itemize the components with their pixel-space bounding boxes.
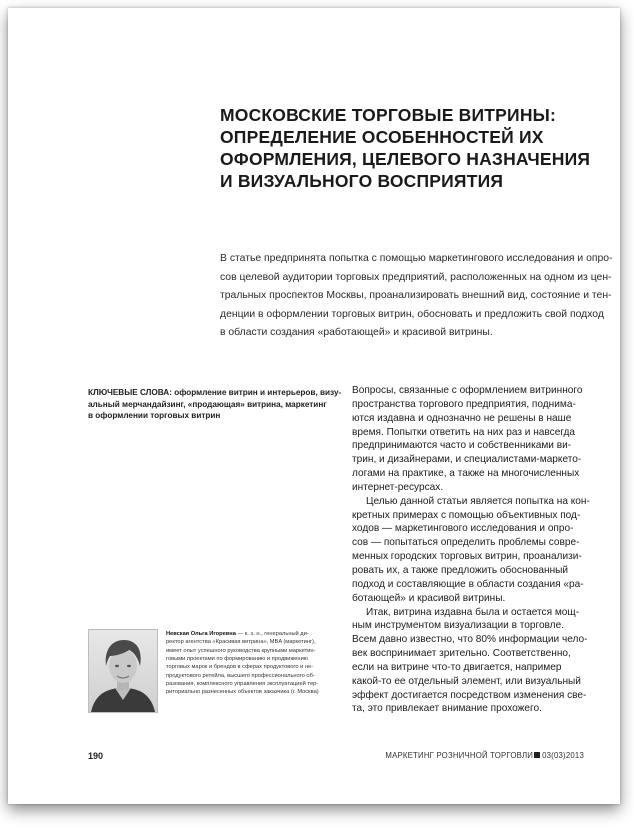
journal-issue: 03(03)2013 xyxy=(542,751,584,760)
author-portrait-image xyxy=(89,630,157,712)
body-line: предпринимаются часто и собственниками ви- xyxy=(352,440,572,452)
body-line: ботающей» и красивой витрины. xyxy=(352,592,506,604)
body-line: время. Попытки ответить на них раз и навсегда xyxy=(352,426,576,438)
author-bio-line: риториально разнесенных объектов заказчика (г. Москва) xyxy=(166,689,319,696)
abstract-line: В статье предпринята попытка с помощью маркетингового исследования и опро- xyxy=(220,253,613,264)
author-bio-line: разования, комплексного управления эксплуатацией тер- xyxy=(166,681,319,688)
author-bio-text: — к. э. н., генеральный ди- xyxy=(235,631,309,637)
author-bio-line: ректор агентства «Красивая витрина», MBA (маркетинг), xyxy=(166,639,316,646)
title-line: И ВИЗУАЛЬНОГО ВОСПРИЯТИЯ xyxy=(220,171,504,191)
author-bio-line: говыми проектами по формированию и продвижению xyxy=(166,656,309,663)
body-line: та, это привлекает внимание прохожего. xyxy=(352,703,542,715)
title-line: ОФОРМЛЕНИЯ, ЦЕЛЕВОГО НАЗНАЧЕНИЯ xyxy=(220,149,591,169)
keywords-line: в оформлении торговых витрин xyxy=(88,411,221,421)
title-line: ОПРЕДЕЛЕНИЕ ОСОБЕННОСТЕЙ ИХ xyxy=(220,127,544,147)
author-bio-line xyxy=(166,630,338,638)
body-line: интернет-ресурсах. xyxy=(352,481,444,493)
body-line: какой-то ее отдельный элемент, или визуальный xyxy=(352,675,581,687)
author-bio-line: торговых марок и брендов в сферах продуктового и не- xyxy=(166,664,314,671)
body-line: если на витрине что-то двигается, например xyxy=(352,661,562,673)
body-line: пространства торгового предприятия, поднима- xyxy=(352,398,576,410)
body-line: Вопросы, связанные с оформлением витринного xyxy=(352,385,583,396)
body-line: ходов — маркетингового исследования и опро- xyxy=(352,523,574,535)
body-line: логами на практике, а также на многочисленных xyxy=(352,468,580,480)
body-line: ровать их, а также предложить обоснованный xyxy=(352,564,569,576)
body-line: менных городских торговых витрин, проанализи- xyxy=(352,551,582,563)
abstract-line: сов целевой аудитории торговых предприятий, расположенных на одном из цен- xyxy=(220,271,612,283)
body-line: трин, и дизайнерами, и специалистами-маркето- xyxy=(352,454,582,466)
article-body xyxy=(352,384,594,716)
keywords-line: альный мерчандайзинг, «продающая» витрина, маркетинг xyxy=(88,399,327,409)
keywords xyxy=(88,387,342,422)
body-line: эффект достигается посредством изменения све- xyxy=(352,689,587,701)
body-line: сов — попытаться определить проблемы совре- xyxy=(352,537,580,549)
author-bio xyxy=(166,630,338,697)
keywords-line: КЛЮЧЕВЫЕ СЛОВА: оформление витрин и интерьеров, визу- xyxy=(88,388,342,397)
body-line: подход и составляющие в области создания «ра- xyxy=(352,578,584,590)
journal-page xyxy=(8,8,620,804)
author-name: Невская Ольга Игоревна xyxy=(166,631,236,637)
body-line: век воспринимает зрительно. Соответственно, xyxy=(352,648,571,660)
body-line: ются издавна и однозначно не решены в наше xyxy=(352,412,572,424)
title-line: МОСКОВСКИЕ ТОРГОВЫЕ ВИТРИНЫ: xyxy=(220,105,557,125)
body-line: Итак, витрина издавна была и остается мощ- xyxy=(366,606,580,618)
page-number: 190 xyxy=(88,751,104,761)
journal-footer xyxy=(385,751,584,760)
square-bullet-icon xyxy=(534,752,540,758)
journal-name: МАРКЕТИНГ РОЗНИЧНОЙ ТОРГОВЛИ xyxy=(385,751,534,760)
author-bio-line: продуктового ретейла, высшего профессионального об- xyxy=(166,672,315,679)
abstract-line: в области создания «работающей» и красивой витрины. xyxy=(220,327,493,339)
author-photo xyxy=(88,629,158,713)
body-line: Целью данной статьи является попытка на кон- xyxy=(366,495,590,507)
body-line: Всем давно известно, что 80% информации чело- xyxy=(352,634,588,646)
author-bio-line: имеет опыт успешного руководства крупными маркетин- xyxy=(166,647,316,654)
abstract-line: тральных проспектов Москвы, проанализировать внешний вид, состояние и тен- xyxy=(220,290,612,302)
abstract-line: денции в оформлении торговых витрин, обосновать и предложить свой подход xyxy=(220,308,604,320)
article-title xyxy=(220,104,600,192)
article-abstract xyxy=(220,250,613,343)
body-line: кретных примерах с помощью объективных под- xyxy=(352,509,581,521)
body-line: ным инструментом визуализации в торговле. xyxy=(352,620,564,632)
